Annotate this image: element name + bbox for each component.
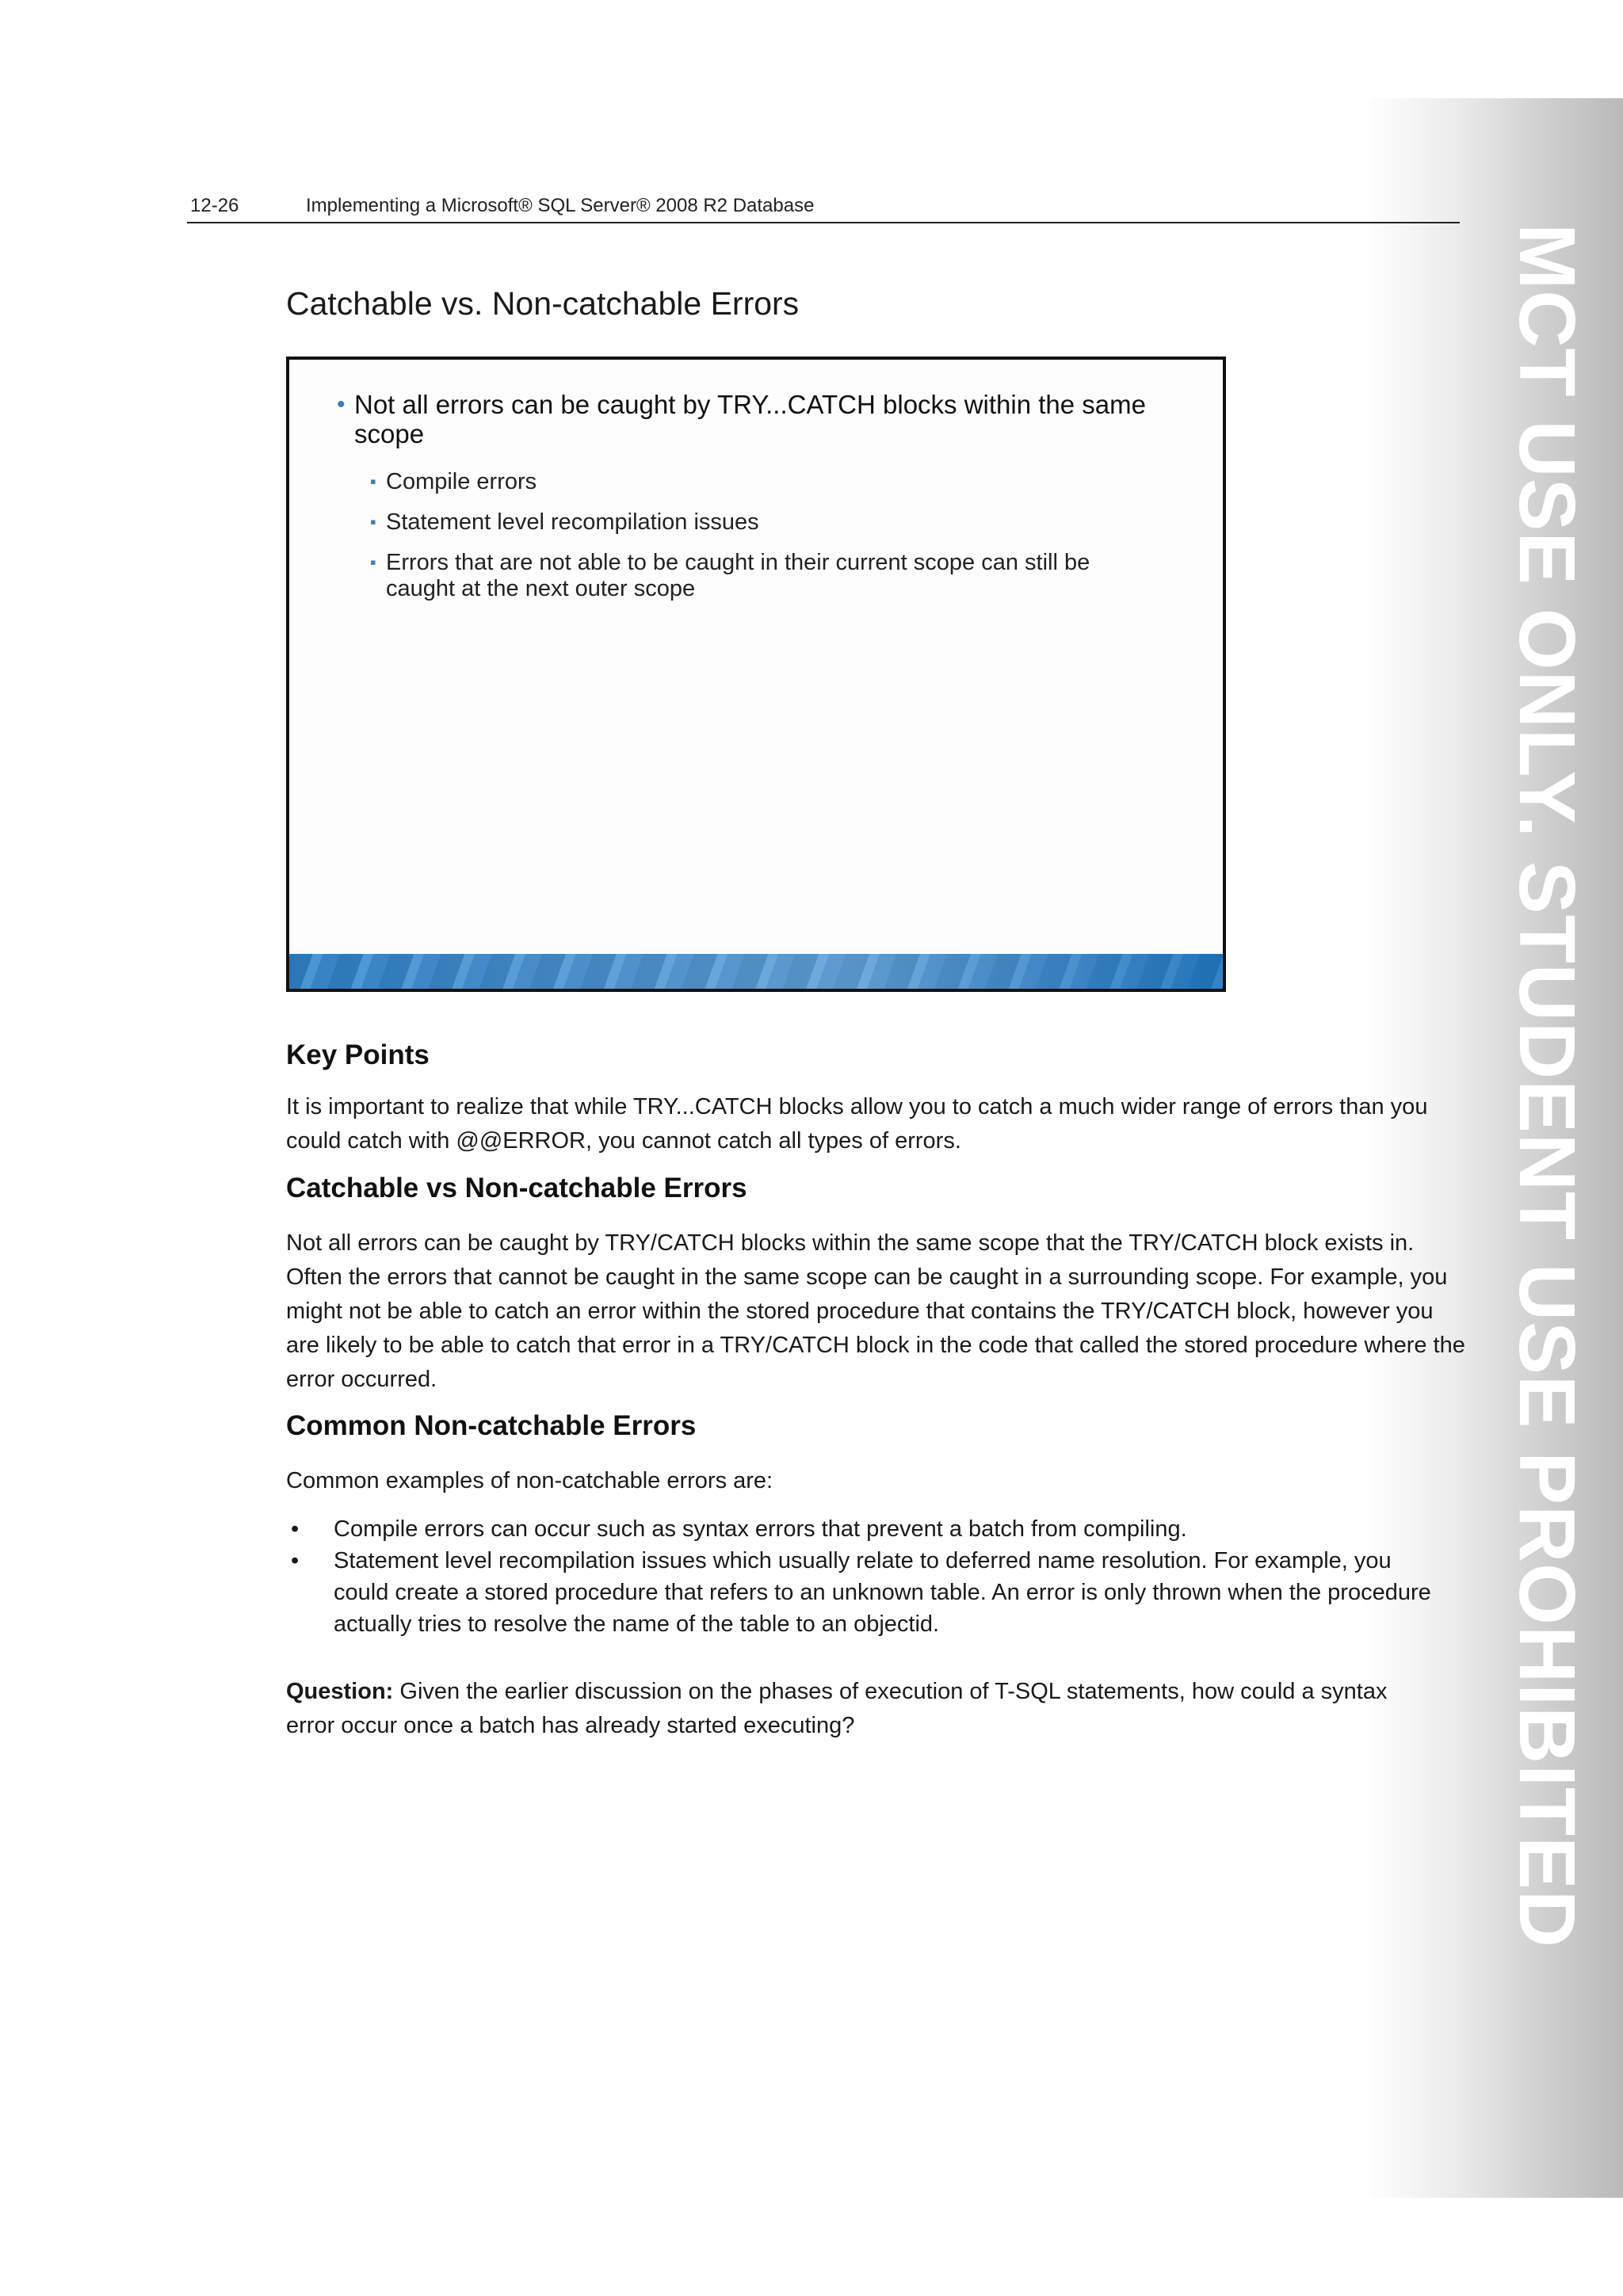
common-errors-list [286,1513,1443,1640]
bullet-icon: • [291,1516,300,1542]
catchable-paragraph: Not all errors can be caught by TRY/CATCH blocks within the same scope that the TRY/CATCH block exists in. Often the errors that cannot be caught in the same scope can be caught in a surrounding scope. For example, you might not be able to catch an error within the stored procedure that contains the TRY/CATCH block, however you are likely to be able to catch that error in a TRY/CATCH block in the code that called the stored procedure where the error occurred. [286,1230,1465,1392]
catchable-heading: Catchable vs Non-catchable Errors [286,1173,747,1203]
list-item: • Statement level recompilation issues which usually relate to deferred name resolution. For example, you could create a stored procedure that refers to an unknown table. An error is only thrown when the procedure actually tries to resolve the name of the table to an objectid. [286,1545,1443,1640]
bullet-icon: ▪ [370,552,376,572]
bullet-icon: • [291,1548,300,1573]
watermark-text: MCT USE ONLY. STUDENT USE PROHIBITED [1503,223,1591,1948]
key-points-heading: Key Points [286,1039,430,1070]
bullet-icon: ▪ [370,471,376,491]
common-errors-intro: Common examples of non-catchable errors are: [286,1468,773,1493]
book-title: Implementing a Microsoft® SQL Server® 2008 R2 Database [306,195,815,216]
bullet-icon: ▪ [370,512,376,532]
slide-image [286,357,1226,992]
question-text: Given the earlier discussion on the phases of execution of T-SQL statements, how could a syntax error occur once a batch has already started executing? [286,1679,1388,1738]
question-label: Question: [286,1679,394,1704]
slide-footer-bar [289,954,1223,989]
key-points-paragraph: It is important to realize that while TRY...CATCH blocks allow you to catch a much wider range of errors than you could catch with @@ERROR, you cannot catch all types of errors. [286,1094,1428,1154]
header-divider [187,222,1460,223]
common-errors-heading: Common Non-catchable Errors [286,1410,697,1441]
section-title: Catchable vs. Non-catchable Errors [286,285,800,322]
slide-sub-bullet: ▪ Errors that are not able to be caught in their current scope can still be caught at the next outer scope [370,550,1090,601]
question-paragraph [286,1675,1427,1743]
page-number: 12-26 [190,195,239,216]
slide-sub-bullet: ▪ Statement level recompilation issues [370,509,759,535]
slide-main-bullet: • Not all errors can be caught by TRY...CATCH blocks within the same scope [337,390,1146,448]
bullet-icon: • [337,391,346,418]
slide-sub-bullet: ▪ Compile errors [370,469,537,494]
list-item: • Compile errors can occur such as syntax errors that prevent a batch from compiling. [286,1513,1443,1545]
slide-content [337,390,1193,602]
